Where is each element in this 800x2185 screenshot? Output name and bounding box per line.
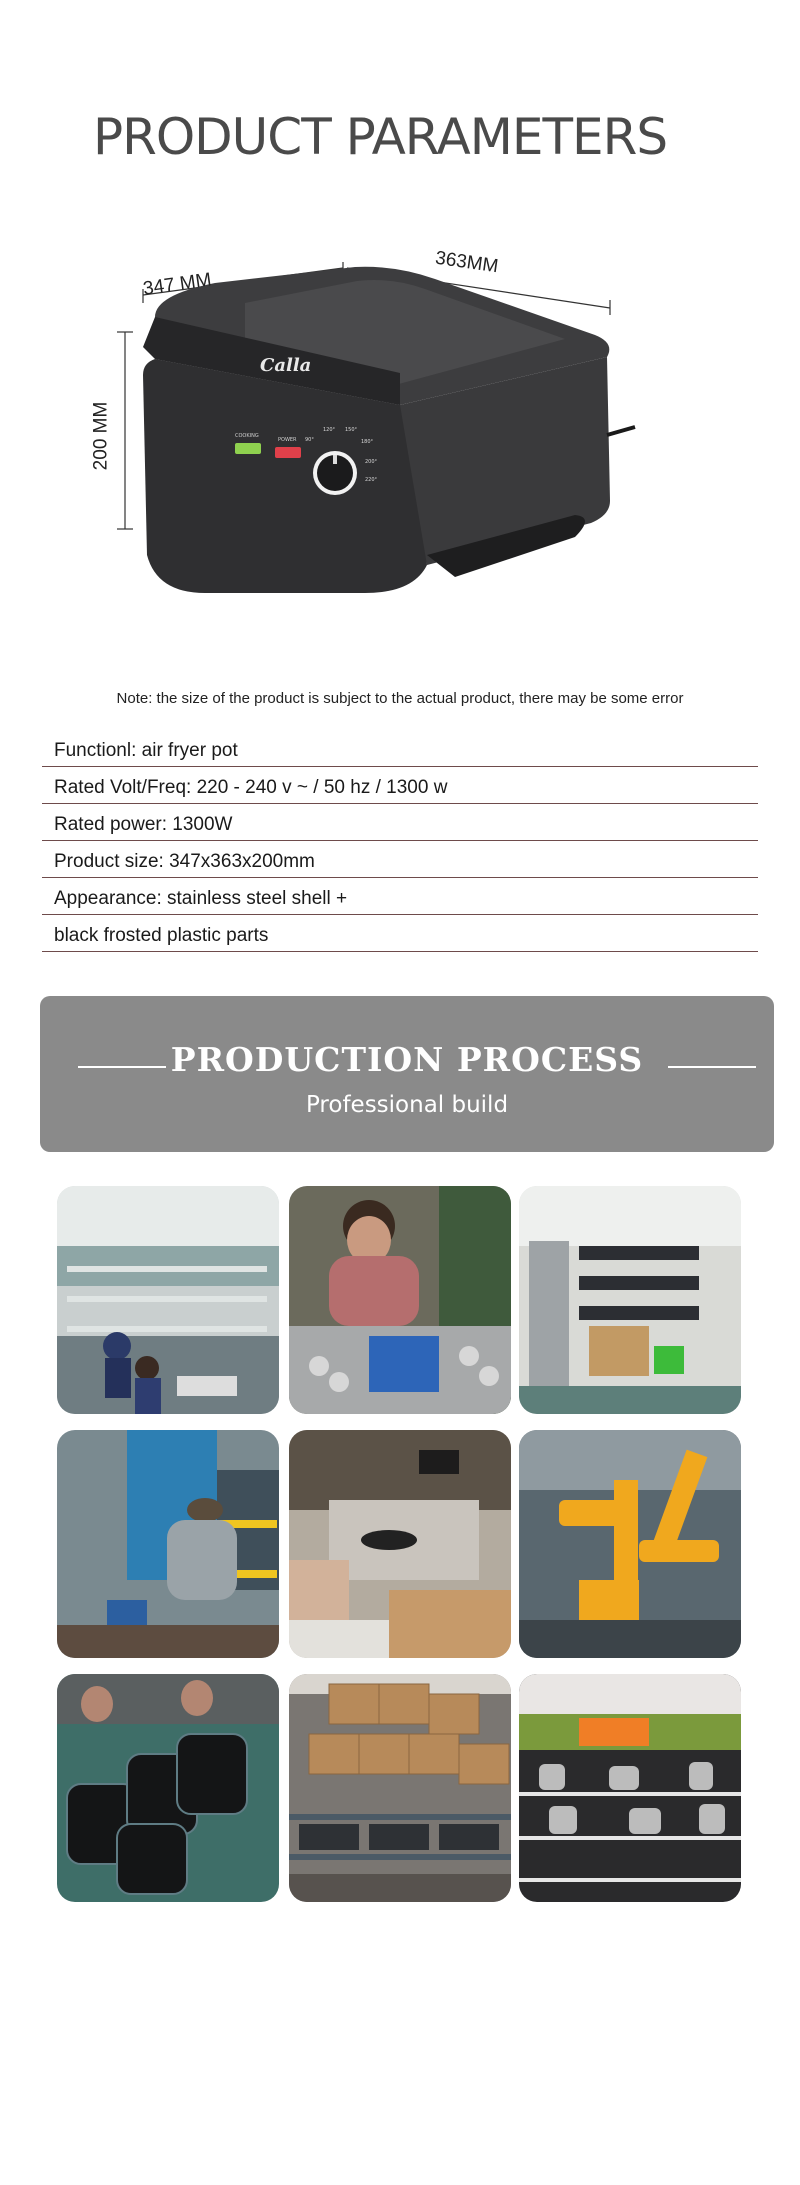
spec-row-size: Product size: 347x363x200mm [42, 841, 758, 878]
size-note: Note: the size of the product is subject to the actual product, there may be some error [116, 690, 684, 707]
warehouse-shelves-photo [519, 1186, 741, 1414]
cooking-light-icon [235, 443, 261, 454]
robotic-arm-photo [519, 1430, 741, 1658]
svg-text:90°: 90° [305, 437, 314, 443]
svg-text:POWER: POWER [278, 437, 297, 443]
product-figure [90, 247, 675, 635]
svg-text:220°: 220° [365, 477, 378, 483]
spec-row-function: Functionl: air fryer pot [42, 730, 758, 767]
banner-subtitle: Professional build [305, 1092, 509, 1118]
spec-list [42, 730, 758, 952]
production-process-banner [40, 996, 774, 1152]
carton-storage-photo [289, 1674, 511, 1902]
width-dimension-label: 363MM [433, 247, 500, 278]
brand-logo: Calla [260, 355, 312, 376]
spec-row-volt-freq: Rated Volt/Freq: 220 - 240 v ~ / 50 hz / 1300 w [42, 767, 758, 804]
depth-dimension-label: 347 MM [141, 269, 213, 300]
worker-sorting-parts-photo [289, 1186, 511, 1414]
height-dimension-label: 200 MM [90, 401, 112, 471]
spec-row-appearance: Appearance: stainless steel shell + [42, 878, 758, 915]
assembly-line-photo [57, 1186, 279, 1414]
packaged-fryers-photo [57, 1674, 279, 1902]
svg-text:180°: 180° [361, 439, 374, 445]
press-machine-workers-photo [57, 1430, 279, 1658]
banner-title: PRODUCTION PROCESS [170, 1040, 644, 1079]
packing-station-photo [289, 1430, 511, 1658]
svg-text:120°: 120° [323, 427, 336, 433]
power-light-icon [275, 447, 301, 458]
svg-text:150°: 150° [345, 427, 358, 433]
showroom-photo [519, 1674, 741, 1902]
svg-text:COOKING: COOKING [235, 433, 259, 439]
spec-row-power: Rated power: 1300W [42, 804, 758, 841]
spec-row-appearance-cont: black frosted plastic parts [42, 915, 758, 952]
svg-text:200°: 200° [365, 459, 378, 465]
air-fryer-illustration [95, 255, 675, 635]
page-title: PRODUCT PARAMETERS [92, 108, 668, 166]
